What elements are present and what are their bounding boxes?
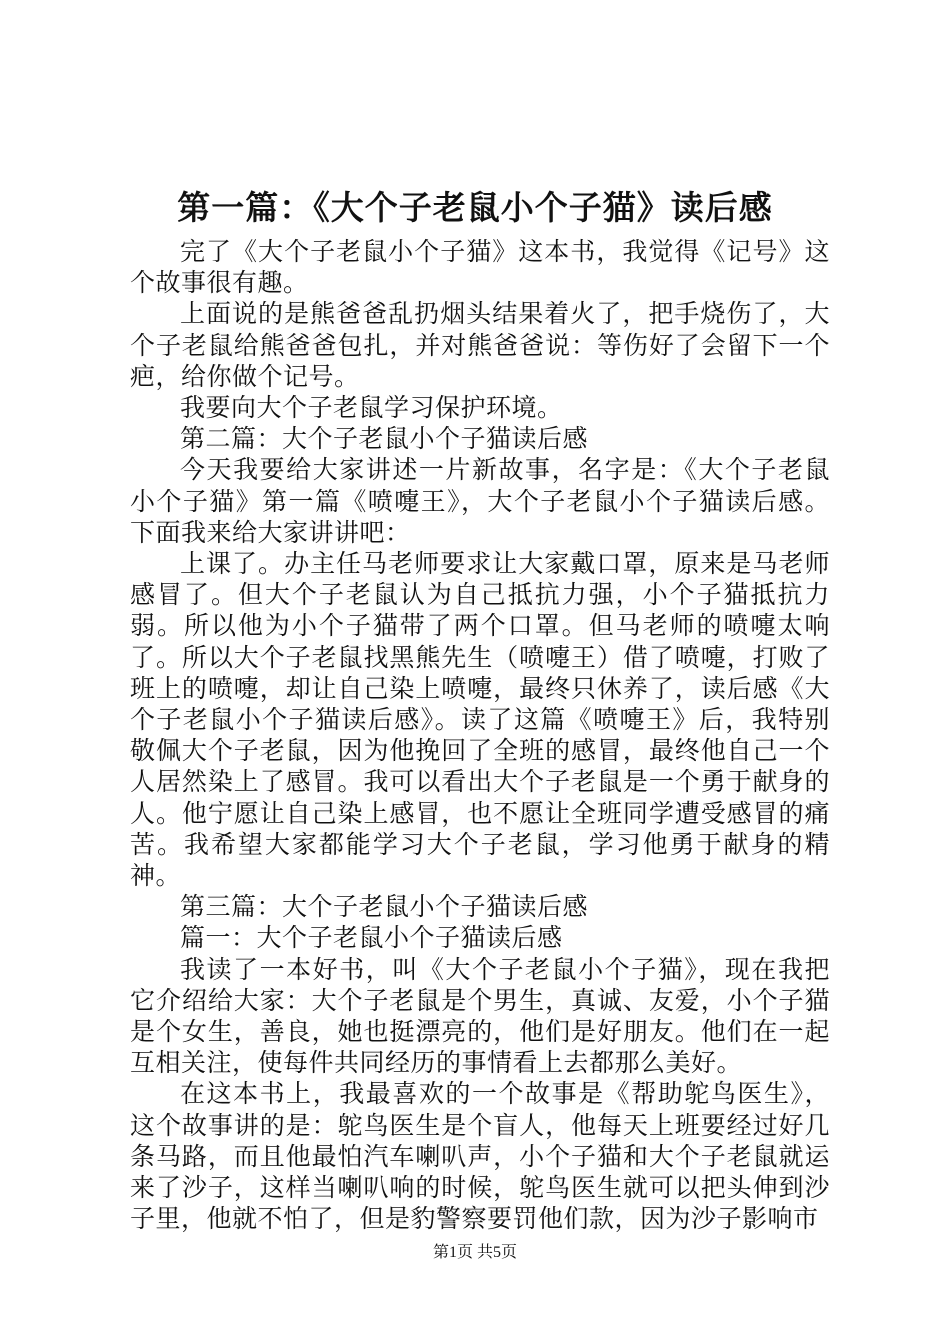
paragraph: 在这本书上，我最喜欢的一个故事是《帮助鸵鸟医生》，这个故事讲的是：鸵鸟医生是个盲人，他每天上班要经过好几条马路，而且他最怕汽车喇叭声，小个子猫和大个子老鼠就运来了沙子，这样当喇叭响的时候，鸵鸟医生就可以把头伸到沙子里，他就不怕了，但是豹警察要罚他们款，因为沙子影响市 xyxy=(130,1079,830,1234)
paragraph: 我要向大个子老鼠学习保护环境。 xyxy=(180,393,563,423)
section-heading: 篇一：大个子老鼠小个子猫读后感 xyxy=(180,923,563,953)
document-body xyxy=(130,236,830,1235)
paragraph: 今天我要给大家讲述一片新故事，名字是：《大个子老鼠小个子猫》第一篇《喷嚏王》，大个子老鼠小个子猫读后感。下面我来给大家讲讲吧： xyxy=(130,455,830,547)
paragraph: 我读了一本好书，叫《大个子老鼠小个子猫》，现在我把它介绍给大家：大个子老鼠是个男生，真诚、友爱，小个子猫是个女生，善良，她也挺漂亮的，他们是好朋友。他们在一起互相关注，使每件共同经历的事情看上去都那么美好。 xyxy=(130,954,830,1078)
paragraph: 上面说的是熊爸爸乱扔烟头结果着火了，把手烧伤了，大个子老鼠给熊爸爸包扎，并对熊爸爸说：等伤好了会留下一个疤，给你做个记号。 xyxy=(130,299,830,391)
section-heading: 第二篇：大个子老鼠小个子猫读后感 xyxy=(180,424,589,454)
section-heading: 第三篇：大个子老鼠小个子猫读后感 xyxy=(180,892,589,922)
paragraph: 完了《大个子老鼠小个子猫》这本书，我觉得《记号》这个故事很有趣。 xyxy=(130,237,830,298)
paragraph: 上课了。办主任马老师要求让大家戴口罩，原来是马老师感冒了。但大个子老鼠认为自己抵抗力强，小个子猫抵抗力弱。所以他为小个子猫带了两个口罩。但马老师的喷嚏太响了。所以大个子老鼠找黑熊先生（喷嚏王）借了喷嚏，打败了班上的喷嚏，却让自己染上喷嚏，最终只休养了，读后感《大个子老鼠小个子猫读后感》。读了这篇《喷嚏王》后，我特别敬佩大个子老鼠，因为他挽回了全班的感冒，最终他自己一个人居然染上了感冒。我可以看出大个子老鼠是一个勇于献身的人。他宁愿让自己染上感冒，也不愿让全班同学遭受感冒的痛苦。我希望大家都能学习大个子老鼠，学习他勇于献身的精神。 xyxy=(130,549,830,891)
page-footer: 第1页 共5页 xyxy=(432,1244,517,1261)
document-title: 第一篇：《大个子老鼠小个子猫》读后感 xyxy=(177,188,773,227)
